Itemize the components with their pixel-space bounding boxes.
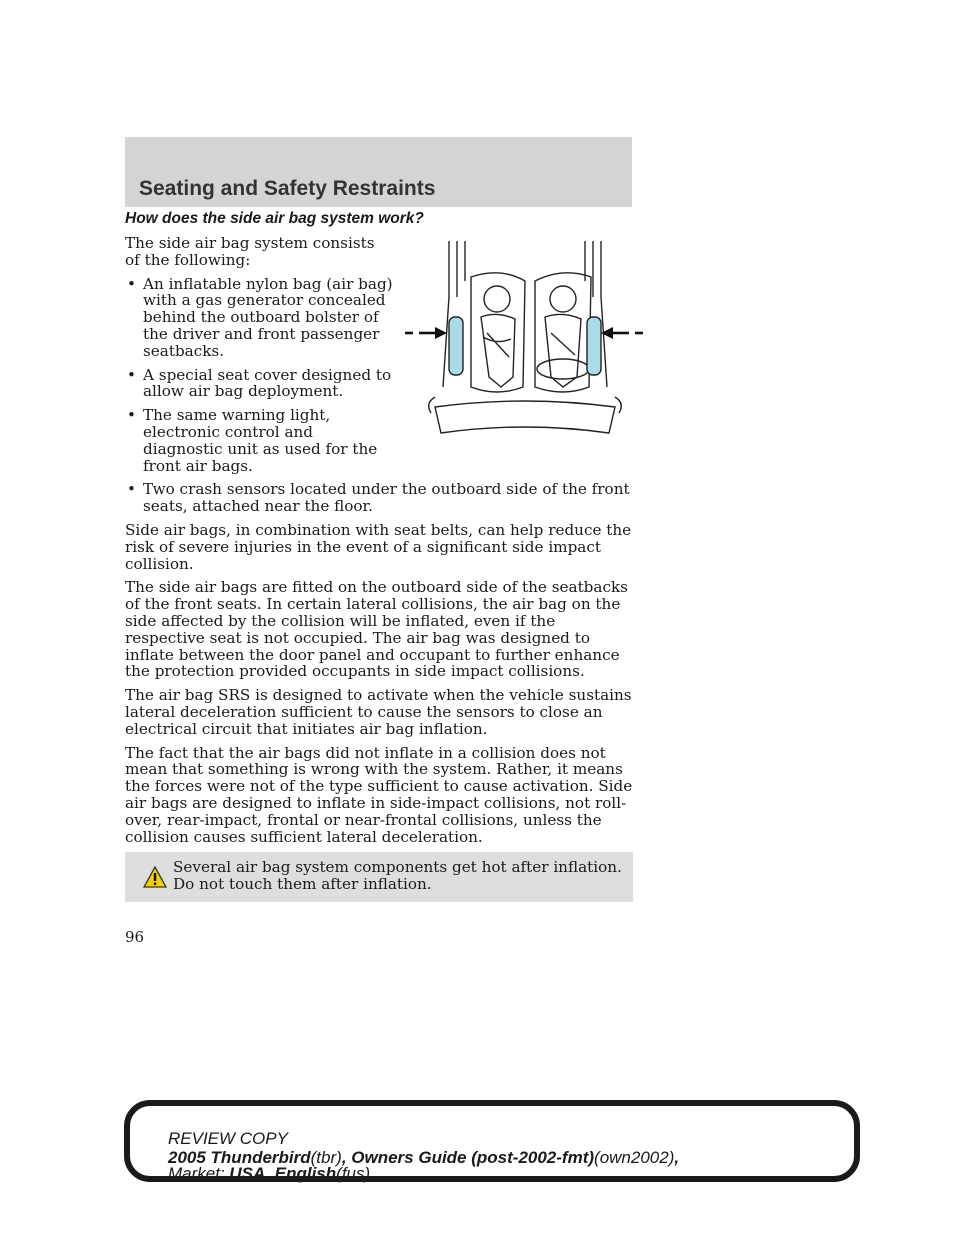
- list-item: • Two crash sensors located under the outboard side of the front seats, attached near the floor.: [127, 480, 630, 516]
- section-header-bar: [125, 137, 632, 207]
- body-paragraph: The fact that the air bags did not inflate in a collision does not mean that something is wrong with the system. Rather, it means the forces were not of the type sufficient to cause activation. Side air bags are designed to inflate in side-impact collisions, not roll-over, rear-impact, frontal or near-frontal collisions, unless the collision causes sufficient lateral deceleration.: [125, 743, 633, 846]
- body-paragraph: The side air bags are fitted on the outboard side of the seatbacks of the front seats. In certain lateral collisions, the air bag on the side affected by the collision will be inflated, even if the respective seat is not occupied. The air bag was designed to inflate between the door panel and occupant to further enhance the protection provided occupants in side impact collisions.: [125, 578, 628, 681]
- list-item: • An inflatable nylon bag (air bag) with a gas generator concealed behind the outboard bolster of the driver and front passenger seatbacks.: [127, 274, 393, 360]
- footer-model-line: 2005 Thunderbird(tbr), Owners Guide (post-2002-fmt)(own2002),: [168, 1148, 680, 1167]
- review-copy-label: REVIEW COPY: [168, 1129, 288, 1148]
- warning-triangle-icon: [143, 866, 167, 888]
- component-list: [125, 276, 633, 515]
- page-content: [125, 210, 633, 902]
- warning-box: [125, 852, 633, 902]
- list-item: • A special seat cover designed to allow air bag deployment.: [127, 365, 392, 401]
- page-number: 96: [125, 928, 145, 946]
- body-paragraph: Side air bags, in combination with seat belts, can help reduce the risk of severe injuries in the event of a significant side impact collision.: [125, 520, 632, 573]
- question-heading: How does the side air bag system work?: [125, 210, 424, 227]
- footer-market-line: Market: USA_English(fus): [168, 1164, 371, 1183]
- section-title: Seating and Safety Restraints: [139, 177, 436, 200]
- intro-text: The side air bag system consists of the following:: [125, 234, 375, 269]
- review-copy-footer: [124, 1100, 860, 1182]
- body-paragraph: The air bag SRS is designed to activate when the vehicle sustains lateral deceleration sufficient to cause the sensors to close an electrical circuit that initiates air bag inflation.: [125, 686, 632, 738]
- warning-text: Several air bag system components get hot after inflation. Do not touch them after inflation.: [173, 858, 622, 894]
- list-item: • The same warning light, electronic control and diagnostic unit as used for the front air bags.: [127, 406, 378, 475]
